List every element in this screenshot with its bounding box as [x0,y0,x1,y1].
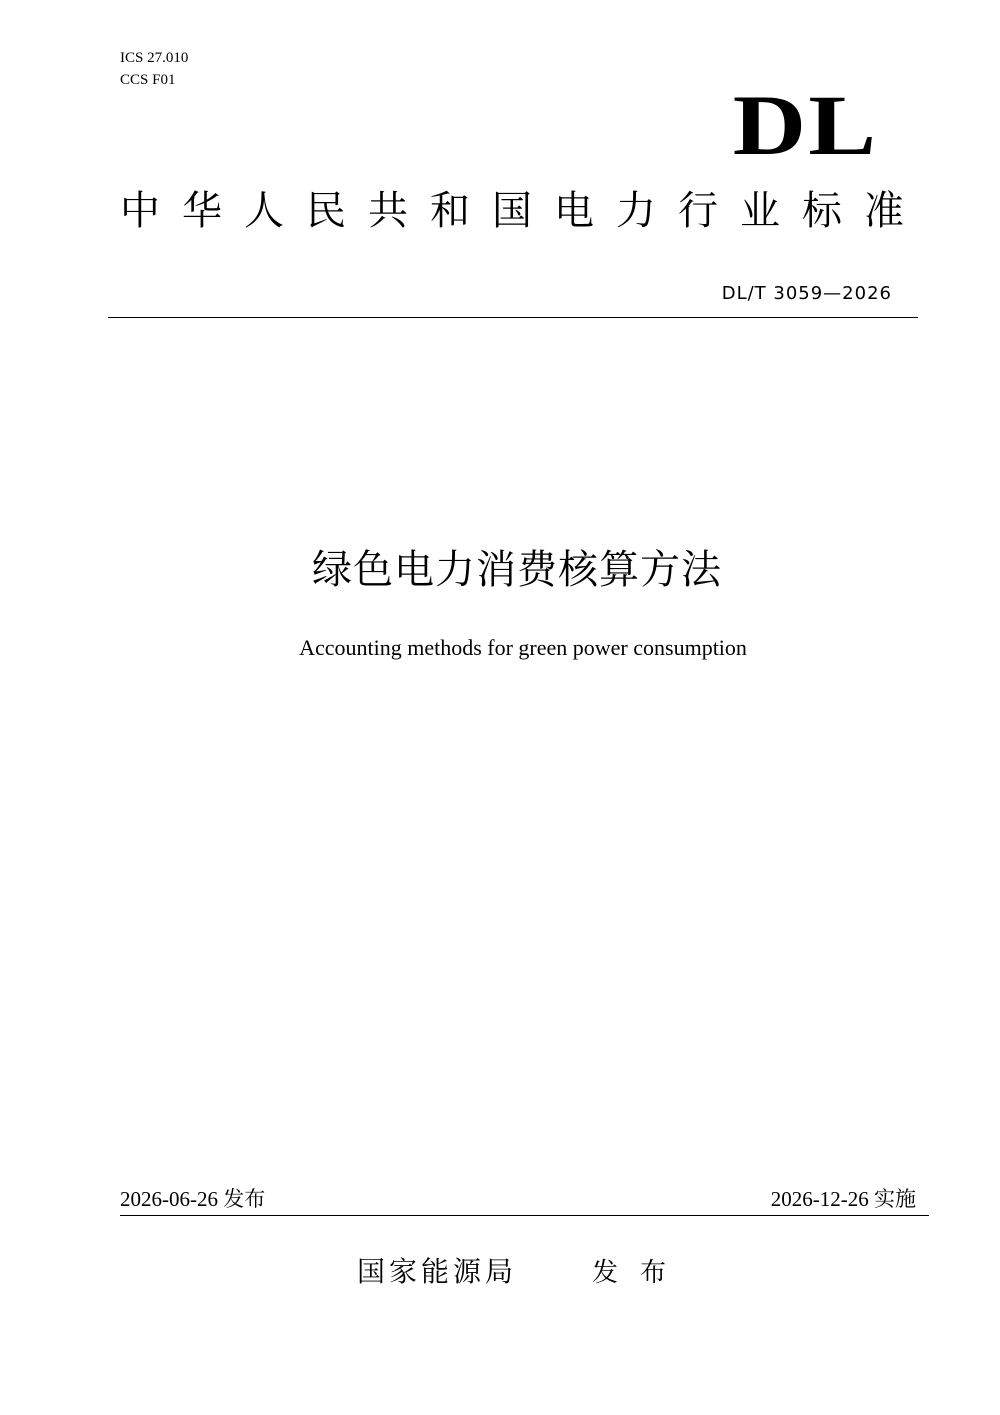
publish-label: 发布 [592,1258,689,1288]
ccs-code: CCS F01 [120,72,176,88]
document-title-en: Accounting methods for green power consumption [299,635,747,660]
publisher-name: 国家能源局 [357,1255,518,1288]
classification-codes [120,47,188,91]
implementation-date: 2026-12-26 实施 [770,1187,916,1211]
dl-logo: DL [732,77,878,173]
ics-code: ICS 27.010 [120,50,189,66]
document-title-cn: 绿色电力消费核算方法 [312,547,722,593]
standard-title: 中华人民共和国电力行业标准 [120,188,926,234]
top-divider [108,317,918,318]
standard-code: DL/T 3059—2026 [721,283,892,304]
issue-date: 2026-06-26 发布 [120,1187,266,1211]
bottom-divider [120,1215,929,1216]
